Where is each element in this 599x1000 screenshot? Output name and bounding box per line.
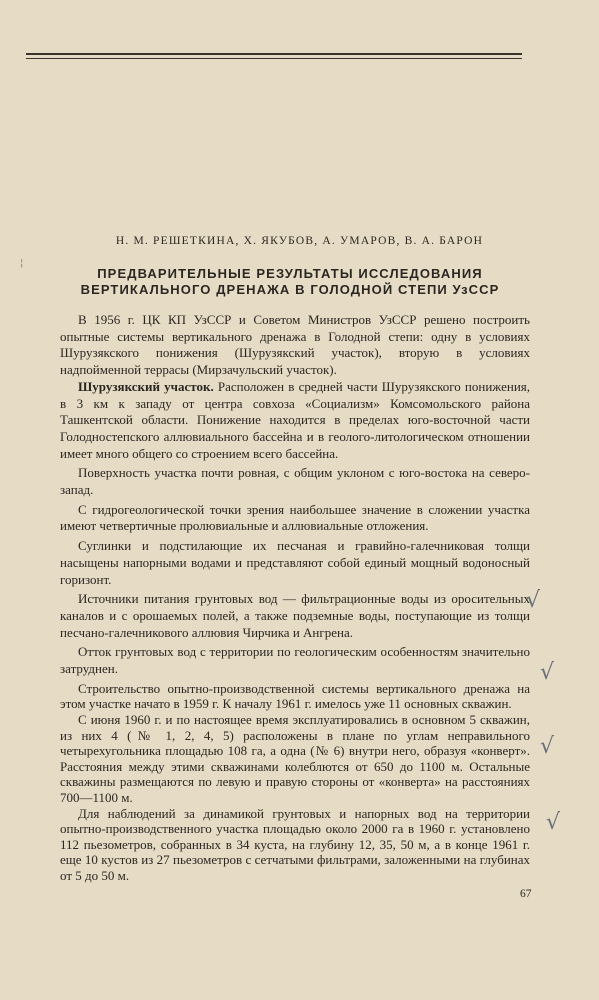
margin-check-mark: √ — [526, 588, 541, 613]
paragraph-3-text: Поверхность участка почти ровная, с общим уклоном с юго-востока на северо-запад. — [60, 465, 530, 498]
paragraph-4 — [60, 502, 530, 535]
margin-check-mark: √ — [540, 734, 555, 759]
paragraph-10-text: Для наблюдений за динамикой грунтовых и напорных вод на территории опытно-производственного участка площадью около 2000 га в 1960 г. установлено 112 пьезометров, собранных в 34 куста, на глубину 12, 35, 50 м, а в конце 1961 г. еще 10 кустов из 27 пьезометров с сетчатыми фильтрами, заложенными на глубинах от 5 до 50 м. — [60, 805, 530, 883]
title-line-1: ПРЕДВАРИТЕЛЬНЫЕ РЕЗУЛЬТАТЫ ИССЛЕДОВАНИЯ — [97, 266, 483, 281]
article-title — [30, 266, 550, 298]
paragraph-8 — [60, 681, 530, 712]
paragraph-10 — [60, 806, 530, 884]
paragraph-7 — [60, 644, 530, 677]
paragraph-9 — [60, 712, 530, 806]
paragraph-6 — [60, 591, 530, 641]
margin-check-mark: √ — [540, 660, 555, 685]
paragraph-2 — [60, 379, 530, 463]
page-number: 67 — [520, 888, 532, 900]
article-body — [60, 312, 530, 883]
paragraph-5 — [60, 538, 530, 588]
paragraph-8-text: Строительство опытно-производственной системы вертикального дренажа на этом участке начато в 1959 г. К началу 1961 г. имелось уже 11 основных скважин. — [60, 680, 530, 712]
margin-dash-mark: ¦ — [20, 258, 24, 269]
article-authors: Н. М. РЕШЕТКИНА, Х. ЯКУБОВ, А. УМАРОВ, В. А. БАРОН — [115, 235, 484, 247]
margin-check-mark: √ — [546, 810, 561, 835]
paragraph-9-text: С июня 1960 г. и по настоящее время эксплуатировались в основном 5 скважин, из них 4 (№ 1, 2, 4, 5) расположены в плане по углам неправильного четырехугольника площадью 108 га, а одна (№ 6) внутри него, образуя «конверт». Расстояния между этими скважинами колеблются от 650 до 1100 м. Остальные скважины размещаются по левую и правую стороны от «конверта» на расстояниях 700—1100 м. — [60, 711, 530, 805]
paragraph-5-text: Суглинки и подстилающие их песчаная и гравийно-галечниковая толщи насыщены напорными водами и представляют собой единый мощный водоносный горизонт. — [60, 538, 530, 587]
paragraph-3 — [60, 465, 530, 498]
title-line-2: ВЕРТИКАЛЬНОГО ДРЕНАЖА В ГОЛОДНОЙ СТЕПИ УзССР — [80, 282, 500, 297]
header-rule-bottom — [26, 58, 522, 59]
paragraph-1 — [60, 312, 530, 379]
paragraph-2-text: Расположен в средней части Шурузякского понижения, в 3 км к западу от центра совхоза «Социализм» Комсомольского района Ташкентской области. Понижение находится в пределах юго-восточной части Голодностепского аллювиального бассейна и в геолого-литологическом отношении имеет много общего со строением всего бассейна. — [60, 378, 531, 461]
section-lead-shuruzyak: Шурузякский участок. — [78, 378, 214, 394]
paragraph-6-text: Источники питания грунтовых вод — фильтрационные воды из оросительных каналов и с орошаемых полей, а также подземные воды, поступающие из толщи песчано-галечникового аллювия Чирчика и Ангрена. — [60, 591, 530, 640]
paragraph-7-text: Отток грунтовых вод с территории по геологическим особенностям значительно затруднен. — [60, 644, 530, 677]
paragraph-4-text: С гидрогеологической точки зрения наибольшее значение в сложении участка имеют четвертичные пролювиальные и аллювиальные отложения. — [60, 501, 530, 534]
header-rule-top — [26, 53, 522, 55]
paragraph-1-text: В 1956 г. ЦК КП УзССР и Советом Министров УзССР решено построить опытные системы вертикального дренажа в Голодной степи: одну в условиях Шурузякского понижения (Шурузякский участок), вторую в условиях надпойменной террасы (Мирзачульский участок). — [60, 312, 530, 378]
